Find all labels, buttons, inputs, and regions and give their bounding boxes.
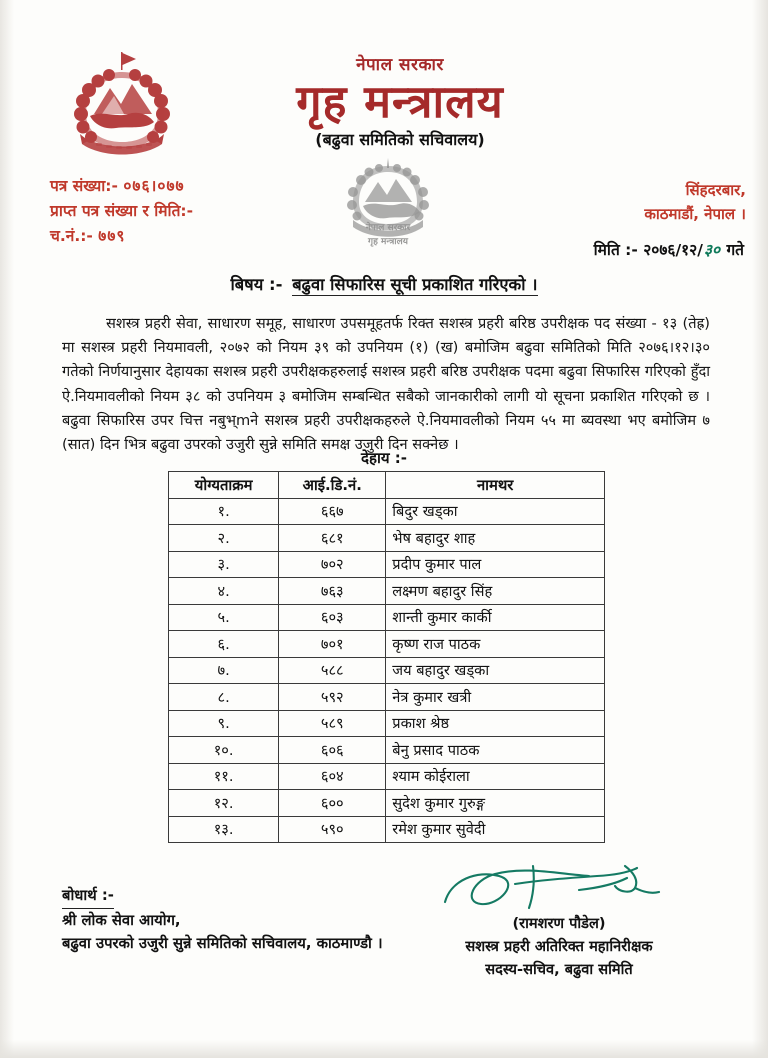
svg-text:गृह मन्त्रालय: गृह मन्त्रालय (368, 237, 408, 247)
date-suffix: गते (726, 241, 744, 259)
signatory-role: सदस्य-सचिव, बढुवा समिति (485, 961, 633, 979)
letter-date (594, 238, 744, 260)
subject-label: बिषय :- (230, 275, 283, 294)
scan-edge-bottom (0, 1040, 768, 1058)
cell-id: ६६७ (279, 498, 386, 525)
cell-rank: १. (169, 498, 279, 525)
cc-title-wrapper (62, 884, 383, 909)
cell-id: ६०४ (279, 763, 386, 790)
cell-rank: ३. (169, 551, 279, 578)
cell-rank: ७. (169, 657, 279, 684)
table-row (169, 604, 605, 631)
table-row (169, 657, 605, 684)
table-row (169, 737, 605, 764)
table-row (169, 578, 605, 605)
table-row (169, 498, 605, 525)
promotion-list-table (168, 471, 605, 843)
cell-rank: १०. (169, 737, 279, 764)
reference-block (50, 174, 193, 249)
cell-rank: ६. (169, 631, 279, 658)
table-row (169, 816, 605, 843)
cc-block (62, 884, 383, 956)
table-row (169, 684, 605, 711)
cell-name: बिदुर खड्का (386, 498, 605, 525)
cell-name: सुदेश कुमार गुरुङ्ग (386, 790, 605, 817)
cell-id: ७०१ (279, 631, 386, 658)
column-header-name: नामथर (386, 472, 605, 499)
sub-office-name: (बढुवा समितिको सचिवालय) (315, 130, 485, 150)
cell-rank: २. (169, 525, 279, 552)
dehaya-label: देहाय :- (361, 449, 407, 467)
cell-name: रमेश कुमार सुवेदी (386, 816, 605, 843)
cell-id: ७६३ (279, 578, 386, 605)
cell-id: ६८१ (279, 525, 386, 552)
cell-id: ६०० (279, 790, 386, 817)
date-value-handwritten: ३० (703, 241, 721, 259)
cc-line-2: बढुवा उपरको उजुरी सुन्ने समितिको सचिवालय, काठमाण्डौ । (62, 935, 383, 953)
address-block (644, 178, 746, 227)
dispatch-number-line (50, 224, 193, 249)
dispatch-number-label: च.नं.:- (50, 227, 93, 246)
cell-name: प्रकाश श्रेष्ठ (386, 710, 605, 737)
table-row (169, 551, 605, 578)
cell-name: भेष बहादुर शाह (386, 525, 605, 552)
cell-name: शान्ती कुमार कार्की (386, 604, 605, 631)
signatory-post: सशस्त्र प्रहरी अतिरिक्त महानिरीक्षक (465, 938, 653, 956)
scan-edge-right (752, 0, 768, 1058)
dispatch-number-value: ७७९ (98, 227, 126, 246)
received-letter-label: प्राप्त पत्र संख्या र मिति:- (50, 202, 194, 221)
letter-number-line (50, 174, 193, 199)
cell-id: ६०३ (279, 604, 386, 631)
cell-id: ५८८ (279, 657, 386, 684)
cell-id: ६०६ (279, 737, 386, 764)
ministry-name: गृह मन्त्रालय (296, 75, 504, 128)
scan-edge-left (0, 0, 14, 1058)
date-label: मिति :- (593, 241, 638, 259)
cell-rank: ११. (169, 763, 279, 790)
cell-rank: ८. (169, 684, 279, 711)
cell-name: प्रदीप कुमार पाल (386, 551, 605, 578)
table-header-row (169, 472, 605, 499)
signature-block (414, 862, 704, 981)
cell-id: ५८९ (279, 710, 386, 737)
government-name: नेपाल सरकार (356, 55, 444, 75)
cell-name: लक्ष्मण बहादुर सिंह (386, 578, 605, 605)
nepal-government-emblem-icon (58, 44, 186, 176)
letterhead (190, 52, 610, 150)
table-row (169, 631, 605, 658)
signatory-name: (रामशरण पौडेल) (512, 915, 606, 932)
cell-rank: ९. (169, 710, 279, 737)
cell-id: ५९० (279, 816, 386, 843)
date-value-prefix: २०७६/१२/ (643, 241, 703, 259)
subject-line (0, 272, 768, 295)
cell-rank: ५. (169, 604, 279, 631)
cell-name: नेत्र कुमार खत्री (386, 684, 605, 711)
cell-name: श्याम कोईराला (386, 763, 605, 790)
official-round-seal-icon (333, 150, 443, 262)
subject-text: बढुवा सिफारिस सूची प्रकाशित गरिएको । (292, 275, 538, 294)
table-row (169, 790, 605, 817)
table-row (169, 763, 605, 790)
table-body (169, 498, 605, 843)
cell-rank: १२. (169, 790, 279, 817)
table-row (169, 525, 605, 552)
cell-id: ५९२ (279, 684, 386, 711)
column-header-id: आई.डि.नं. (279, 472, 386, 499)
cc-line-1: श्री लोक सेवा आयोग, (62, 911, 181, 929)
letter-number-value: ०७६।०७७ (123, 177, 185, 195)
cc-title: बोधार्थ :- (62, 884, 114, 909)
received-letter-line (50, 199, 193, 224)
column-header-rank: योग्यताक्रम (169, 472, 279, 499)
cell-name: कृष्ण राज पाठक (386, 631, 605, 658)
letter-number-label: पत्र संख्या:- (50, 177, 118, 195)
cell-rank: ४. (169, 578, 279, 605)
cell-id: ७०२ (279, 551, 386, 578)
address-line-2: काठमाडौं, नेपाल । (644, 205, 746, 224)
cell-rank: १३. (169, 816, 279, 843)
handwritten-signature-icon (414, 862, 704, 914)
cell-name: जय बहादुर खड्का (386, 657, 605, 684)
cell-name: बेनु प्रसाद पाठक (386, 737, 605, 764)
body-paragraph: सशस्त्र प्रहरी सेवा, साधारण समूह, साधारण उपसमूहतर्फ रिक्त सशस्त्र प्रहरी बरिष्ठ उपरीक्षक पद संख्या - १३ (तेह्र) मा सशस्त्र प्रहरी नियमावली, २०७२ को नियम ३९ को उपनियम (१) (ख) बमोजिम बढुवा समितिको मिति २०७६।१२।३० गतेको निर्णयानुसार देहायका सशस्त्र प्रहरी उपरीक्षकहरुलाई सशस्त्र प्रहरी बरिष्ठ उपरीक्षक पदमा बढुवा सिफारिस गरिएको हुँदा ऐ.नियमावलीको नियम ३८ को उपनियम ३ बमोजिम सम्बन्धित सबैको जानकारीको लागी यो सूचना प्रकाशित गरिएको छ । बढुवा सिफारिस उपर चित्त नबुभ्mने सशस्त्र प्रहरी उपरीक्षकहरुले ऐ.नियमावलीको नियम ५५ मा ब्यवस्था भए बमोजिम ७ (सात) दिन भित्र बढुवा उपरको उजुरी सुन्ने समिति समक्ष उजुरी दिन सक्नेछ । (62, 315, 710, 454)
address-line-1: सिंहदरबार, (685, 181, 746, 199)
table-row (169, 710, 605, 737)
svg-text:नेपाल सरकार: नेपाल सरकार (365, 223, 411, 233)
